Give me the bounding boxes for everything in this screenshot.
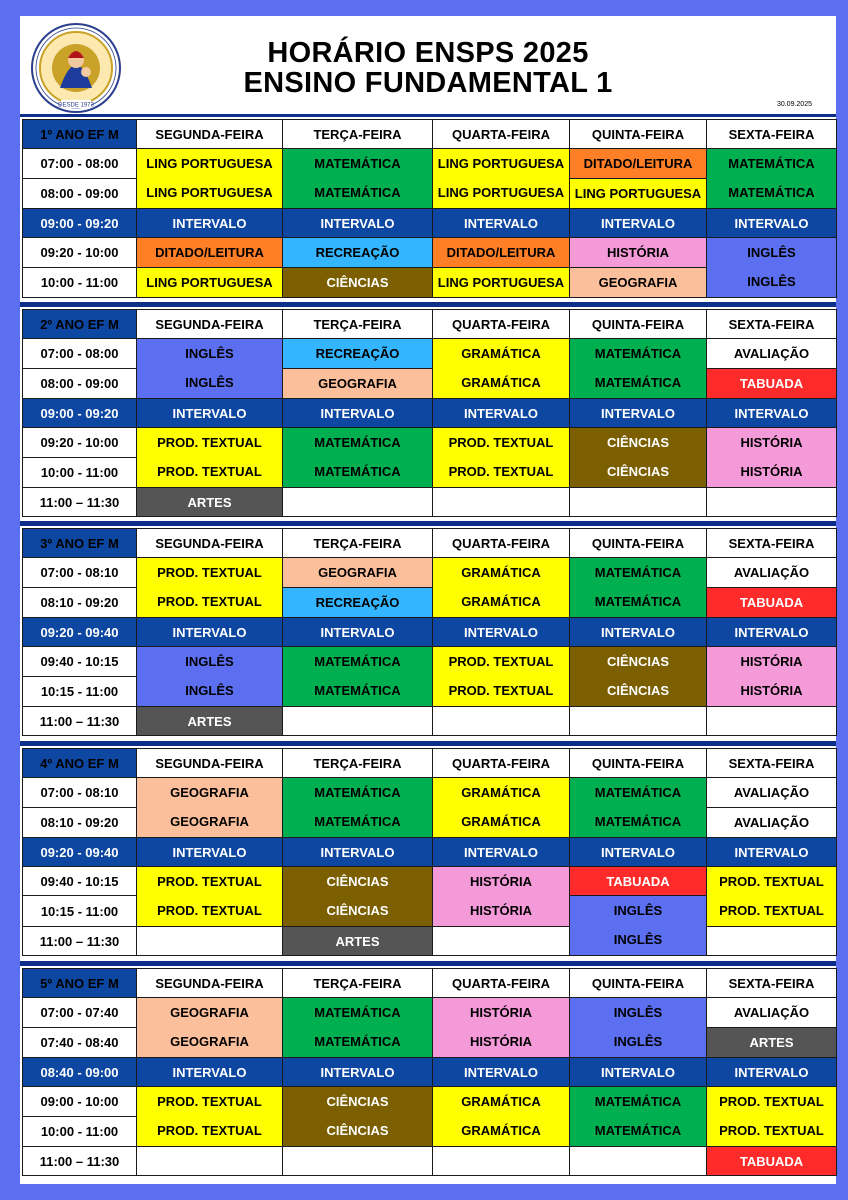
time-slot: 11:00 – 11:30 — [23, 707, 137, 736]
class-label: GEOGRAFIA — [170, 814, 249, 829]
day-header-sexta-feira: SEXTA-FEIRA — [707, 529, 837, 558]
class-cell-intervalo: INTERVALO — [707, 838, 837, 867]
class-label: HISTÓRIA — [740, 654, 803, 669]
day-header-quinta-feira: QUINTA-FEIRA — [570, 749, 707, 778]
class-label: MATEMÁTICA — [314, 185, 401, 200]
class-label: MATEMÁTICA — [314, 435, 401, 450]
class-label: GRAMÁTICA — [461, 375, 541, 390]
day-header-quinta-feira: QUINTA-FEIRA — [570, 120, 707, 149]
empty-cell — [570, 707, 707, 736]
class-label: CIÊNCIAS — [326, 903, 389, 918]
class-cell-matematica — [570, 1087, 707, 1147]
date-label: 30.09.2025 — [776, 101, 812, 108]
class-cell-ingles — [707, 238, 837, 298]
class-cell-intervalo: INTERVALO — [137, 618, 283, 647]
break-row — [23, 618, 837, 647]
time-slot: 07:40 - 08:40 — [23, 1028, 137, 1058]
class-cell-historia — [433, 998, 570, 1058]
class-cell-geografia: GEOGRAFIA — [570, 268, 707, 298]
time-slot: 07:00 - 08:00 — [23, 149, 137, 179]
class-label: GRAMÁTICA — [461, 346, 541, 361]
time-slot: 09:00 - 09:20 — [23, 399, 137, 428]
class-label: CIÊNCIAS — [606, 435, 670, 450]
grade-label: 3º ANO EF M — [23, 529, 137, 558]
class-label: GRAMÁTICA — [461, 1123, 541, 1138]
day-header-quarta-feira: QUARTA-FEIRA — [433, 310, 570, 339]
empty-cell — [283, 1147, 433, 1176]
table-row — [23, 927, 837, 956]
class-label: PROD. TEXTUAL — [157, 594, 262, 609]
empty-cell — [433, 927, 570, 956]
empty-cell — [707, 707, 837, 736]
day-header-terca-feira: TERÇA-FEIRA — [283, 749, 433, 778]
class-cell-ditado-leitura: DITADO/LEITURA — [137, 238, 283, 268]
class-label: GRAMÁTICA — [461, 1094, 541, 1109]
day-header-quarta-feira: QUARTA-FEIRA — [433, 749, 570, 778]
time-slot: 10:00 - 11:00 — [23, 268, 137, 298]
day-header-quinta-feira: QUINTA-FEIRA — [570, 969, 707, 998]
break-row — [23, 209, 837, 238]
time-slot: 08:00 - 09:00 — [23, 179, 137, 209]
class-cell-matematica — [283, 428, 433, 488]
class-cell-ciencias — [570, 428, 707, 488]
time-slot: 08:10 - 09:20 — [23, 588, 137, 618]
class-label: HISTÓRIA — [469, 1005, 533, 1020]
class-cell-intervalo: INTERVALO — [433, 838, 570, 867]
grade-label: 5º ANO EF M — [23, 969, 137, 998]
class-label: INGLÊS — [185, 346, 234, 361]
class-cell-artes: ARTES — [707, 1028, 837, 1058]
class-label: HISTÓRIA — [469, 1034, 533, 1049]
day-header-segunda-feira: SEGUNDA-FEIRA — [137, 310, 283, 339]
day-header-sexta-feira: SEXTA-FEIRA — [707, 969, 837, 998]
class-cell-gramatica — [433, 558, 570, 618]
class-cell-avaliacao: AVALIAÇÃO — [707, 558, 837, 588]
table-row — [23, 558, 837, 588]
schedule-table-4ano — [22, 748, 837, 956]
class-cell-artes: ARTES — [137, 707, 283, 736]
class-label: CIÊNCIAS — [326, 1123, 389, 1138]
class-cell-avaliacao: AVALIAÇÃO — [707, 778, 837, 808]
class-cell-matematica — [707, 149, 837, 209]
class-label: MATEMÁTICA — [314, 464, 401, 479]
day-header-terca-feira: TERÇA-FEIRA — [283, 310, 433, 339]
class-label: PROD. TEXTUAL — [719, 1094, 824, 1109]
time-slot: 10:00 - 11:00 — [23, 1117, 137, 1147]
time-slot: 08:40 - 09:00 — [23, 1058, 137, 1087]
day-header-terca-feira: TERÇA-FEIRA — [283, 529, 433, 558]
class-label: MATEMÁTICA — [314, 683, 401, 698]
class-label: PROD. TEXTUAL — [719, 874, 824, 889]
class-label: CIÊNCIAS — [606, 464, 670, 479]
class-label: PROD. TEXTUAL — [448, 435, 554, 450]
table-row — [23, 778, 837, 808]
class-label: PROD. TEXTUAL — [719, 1123, 824, 1138]
class-cell-historia — [707, 647, 837, 707]
class-label: HISTÓRIA — [740, 683, 803, 698]
class-label: PROD. TEXTUAL — [157, 1094, 262, 1109]
header-row — [23, 749, 837, 778]
table-row — [23, 488, 837, 517]
class-label: MATEMÁTICA — [314, 785, 401, 800]
day-header-sexta-feira: SEXTA-FEIRA — [707, 120, 837, 149]
day-header-quarta-feira: QUARTA-FEIRA — [433, 120, 570, 149]
day-header-segunda-feira: SEGUNDA-FEIRA — [137, 969, 283, 998]
class-cell-matematica — [570, 339, 707, 399]
schedule-page — [20, 16, 836, 1184]
class-cell-historia — [707, 428, 837, 488]
class-cell-prod-textual — [137, 558, 283, 618]
class-cell-geografia: GEOGRAFIA — [283, 369, 433, 399]
header-row — [23, 120, 837, 149]
class-cell-gramatica — [433, 1087, 570, 1147]
table-row — [23, 1147, 837, 1176]
class-cell-tabuada: TABUADA — [570, 867, 707, 896]
class-cell-artes: ARTES — [283, 927, 433, 956]
class-cell-intervalo: INTERVALO — [433, 399, 570, 428]
page-subtitle: ENSINO FUNDAMENTAL 1 — [243, 67, 613, 99]
break-row — [23, 838, 837, 867]
class-label: CIÊNCIAS — [326, 874, 389, 889]
day-header-quarta-feira: QUARTA-FEIRA — [433, 969, 570, 998]
class-cell-intervalo: INTERVALO — [707, 618, 837, 647]
class-label: GEOGRAFIA — [170, 785, 249, 800]
time-slot: 09:00 - 09:20 — [23, 209, 137, 238]
class-cell-prod-textual — [707, 1087, 837, 1147]
schedule-table-2ano — [22, 309, 837, 517]
day-header-quinta-feira: QUINTA-FEIRA — [570, 310, 707, 339]
class-cell-ling-portuguesa: LING PORTUGUESA — [137, 268, 283, 298]
table-row — [23, 647, 837, 677]
class-label: MATEMÁTICA — [594, 1094, 682, 1109]
class-cell-intervalo: INTERVALO — [707, 399, 837, 428]
day-header-terca-feira: TERÇA-FEIRA — [283, 120, 433, 149]
time-slot: 08:00 - 09:00 — [23, 369, 137, 399]
class-cell-prod-textual — [433, 647, 570, 707]
class-cell-intervalo: INTERVALO — [137, 1058, 283, 1087]
class-cell-intervalo: INTERVALO — [137, 209, 283, 238]
day-header-terca-feira: TERÇA-FEIRA — [283, 969, 433, 998]
class-label: PROD. TEXTUAL — [157, 565, 262, 580]
table-row — [23, 149, 837, 179]
class-cell-prod-textual — [137, 1087, 283, 1147]
class-cell-tabuada: TABUADA — [707, 588, 837, 618]
empty-cell — [283, 707, 433, 736]
class-label: GRAMÁTICA — [461, 814, 541, 829]
class-cell-matematica — [283, 647, 433, 707]
class-label: INGLÊS — [185, 654, 234, 669]
time-slot: 10:15 - 11:00 — [23, 677, 137, 707]
time-slot: 07:00 - 08:10 — [23, 778, 137, 808]
class-cell-recreacao: RECREAÇÃO — [283, 339, 433, 369]
class-cell-matematica — [570, 558, 707, 618]
class-cell-intervalo: INTERVALO — [137, 838, 283, 867]
class-cell-matematica — [283, 998, 433, 1058]
class-label: PROD. TEXTUAL — [719, 903, 824, 918]
time-slot: 10:00 - 11:00 — [23, 458, 137, 488]
time-slot: 09:20 - 09:40 — [23, 618, 137, 647]
class-label: HISTÓRIA — [469, 903, 533, 918]
class-label: CIÊNCIAS — [326, 1094, 389, 1109]
class-label: MATEMÁTICA — [594, 594, 682, 609]
class-cell-geografia — [137, 998, 283, 1058]
class-label: PROD. TEXTUAL — [448, 464, 554, 479]
class-label: CIÊNCIAS — [606, 683, 670, 698]
class-label: MATEMÁTICA — [314, 814, 401, 829]
class-cell-ling-portuguesa: LING PORTUGUESA — [570, 179, 707, 209]
class-cell-gramatica — [433, 339, 570, 399]
empty-cell — [570, 488, 707, 517]
day-header-segunda-feira: SEGUNDA-FEIRA — [137, 529, 283, 558]
empty-cell — [283, 488, 433, 517]
class-cell-historia — [433, 867, 570, 927]
break-row — [23, 399, 837, 428]
class-label: INGLÊS — [747, 274, 796, 289]
class-cell-intervalo: INTERVALO — [707, 1058, 837, 1087]
class-label: INGLÊS — [613, 903, 663, 918]
class-cell-ditado-leitura: DITADO/LEITURA — [433, 238, 570, 268]
time-slot: 07:00 - 08:00 — [23, 339, 137, 369]
time-slot: 08:10 - 09:20 — [23, 808, 137, 838]
grade-label: 4º ANO EF M — [23, 749, 137, 778]
class-label: GRAMÁTICA — [461, 565, 541, 580]
empty-cell — [707, 927, 837, 956]
page-title: HORÁRIO ENSPS 2025 — [267, 37, 589, 69]
class-cell-geografia — [137, 778, 283, 838]
empty-cell — [433, 488, 570, 517]
class-cell-historia: HISTÓRIA — [570, 238, 707, 268]
time-slot: 11:00 – 11:30 — [23, 927, 137, 956]
class-label: LING PORTUGUESA — [437, 185, 565, 200]
class-label: MATEMÁTICA — [314, 654, 401, 669]
class-cell-ingles — [137, 339, 283, 399]
class-cell-intervalo: INTERVALO — [283, 618, 433, 647]
day-header-sexta-feira: SEXTA-FEIRA — [707, 310, 837, 339]
time-slot: 07:00 - 08:10 — [23, 558, 137, 588]
class-label: GRAMÁTICA — [461, 785, 541, 800]
header-row — [23, 529, 837, 558]
time-slot: 09:40 - 10:15 — [23, 647, 137, 677]
class-cell-intervalo: INTERVALO — [283, 399, 433, 428]
divider — [20, 302, 836, 307]
class-label: MATEMÁTICA — [314, 1005, 401, 1020]
class-cell-ling-portuguesa — [137, 149, 283, 209]
class-cell-artes: ARTES — [137, 488, 283, 517]
class-label: HISTÓRIA — [469, 874, 533, 889]
class-label: HISTÓRIA — [740, 435, 803, 450]
class-label: PROD. TEXTUAL — [448, 654, 554, 669]
day-header-sexta-feira: SEXTA-FEIRA — [707, 749, 837, 778]
class-label: PROD. TEXTUAL — [157, 874, 262, 889]
class-cell-recreacao: RECREAÇÃO — [283, 588, 433, 618]
class-cell-prod-textual — [137, 867, 283, 927]
class-cell-intervalo: INTERVALO — [707, 209, 837, 238]
day-header-segunda-feira: SEGUNDA-FEIRA — [137, 120, 283, 149]
class-label: INGLÊS — [185, 683, 234, 698]
grade-label: 1º ANO EF M — [23, 120, 137, 149]
grade-label: 2º ANO EF M — [23, 310, 137, 339]
svg-text:DESDE 1973: DESDE 1973 — [58, 102, 94, 109]
class-label: PROD. TEXTUAL — [157, 903, 262, 918]
time-slot: 10:15 - 11:00 — [23, 896, 137, 927]
class-cell-matematica — [570, 778, 707, 838]
class-label: MATEMÁTICA — [594, 785, 682, 800]
class-cell-ingles — [137, 647, 283, 707]
class-label: INGLÊS — [613, 932, 663, 947]
time-slot: 09:20 - 10:00 — [23, 428, 137, 458]
class-label: MATEMÁTICA — [728, 185, 815, 200]
class-cell-intervalo: INTERVALO — [570, 209, 707, 238]
class-cell-tabuada: TABUADA — [707, 1147, 837, 1176]
table-row — [23, 867, 837, 896]
class-label: INGLÊS — [747, 245, 796, 260]
class-cell-ling-portuguesa — [433, 149, 570, 209]
class-cell-ingles — [570, 896, 707, 956]
empty-cell — [570, 1147, 707, 1176]
divider — [20, 114, 836, 117]
class-cell-geografia: GEOGRAFIA — [283, 558, 433, 588]
class-label: CIÊNCIAS — [606, 654, 670, 669]
class-label: MATEMÁTICA — [728, 156, 815, 171]
empty-cell — [433, 1147, 570, 1176]
class-cell-prod-textual — [433, 428, 570, 488]
time-slot: 09:00 - 10:00 — [23, 1087, 137, 1117]
class-label: INGLÊS — [613, 1005, 663, 1020]
class-label: MATEMÁTICA — [314, 1034, 401, 1049]
table-row — [23, 998, 837, 1028]
class-label: MATEMÁTICA — [594, 1123, 682, 1138]
time-slot: 07:00 - 07:40 — [23, 998, 137, 1028]
class-label: LING PORTUGUESA — [146, 185, 273, 200]
empty-cell — [707, 488, 837, 517]
header-row — [23, 310, 837, 339]
divider — [20, 521, 836, 526]
class-cell-ling-portuguesa: LING PORTUGUESA — [433, 268, 570, 298]
header — [20, 16, 836, 114]
time-slot: 09:40 - 10:15 — [23, 867, 137, 896]
class-label: PROD. TEXTUAL — [157, 464, 262, 479]
table-row — [23, 238, 837, 268]
class-cell-intervalo: INTERVALO — [570, 399, 707, 428]
class-label: MATEMÁTICA — [594, 565, 682, 580]
class-label: PROD. TEXTUAL — [448, 683, 554, 698]
empty-cell — [137, 927, 283, 956]
class-cell-intervalo: INTERVALO — [283, 209, 433, 238]
schedule-table-3ano — [22, 528, 837, 736]
class-label: INGLÊS — [613, 1034, 663, 1049]
table-row — [23, 428, 837, 458]
time-slot: 11:00 – 11:30 — [23, 488, 137, 517]
class-label: GRAMÁTICA — [461, 594, 541, 609]
class-label: HISTÓRIA — [740, 464, 803, 479]
class-cell-recreacao: RECREAÇÃO — [283, 238, 433, 268]
class-cell-avaliacao: AVALIAÇÃO — [707, 339, 837, 369]
class-label: PROD. TEXTUAL — [157, 435, 262, 450]
class-label: GEOGRAFIA — [170, 1034, 249, 1049]
table-row — [23, 707, 837, 736]
empty-cell — [137, 1147, 283, 1176]
class-cell-ciencias — [283, 867, 433, 927]
class-label: LING PORTUGUESA — [146, 156, 273, 171]
class-cell-ingles — [570, 998, 707, 1058]
class-cell-prod-textual — [137, 428, 283, 488]
class-cell-ditado-leitura: DITADO/LEITURA — [570, 149, 707, 179]
class-cell-matematica — [283, 149, 433, 209]
time-slot: 09:20 - 10:00 — [23, 238, 137, 268]
class-label: PROD. TEXTUAL — [157, 1123, 262, 1138]
class-label: GEOGRAFIA — [170, 1005, 249, 1020]
table-row — [23, 339, 837, 369]
class-cell-tabuada: TABUADA — [707, 369, 837, 399]
class-cell-intervalo: INTERVALO — [570, 838, 707, 867]
time-slot: 09:20 - 09:40 — [23, 838, 137, 867]
class-label: MATEMÁTICA — [594, 814, 682, 829]
class-cell-ciencias: CIÊNCIAS — [283, 268, 433, 298]
divider — [20, 741, 836, 746]
class-cell-ciencias — [570, 647, 707, 707]
class-label: MATEMÁTICA — [314, 156, 401, 171]
class-cell-prod-textual — [707, 867, 837, 927]
class-cell-avaliacao: AVALIAÇÃO — [707, 808, 837, 838]
header-row — [23, 969, 837, 998]
class-cell-matematica — [283, 778, 433, 838]
divider — [20, 961, 836, 966]
empty-cell — [433, 707, 570, 736]
day-header-segunda-feira: SEGUNDA-FEIRA — [137, 749, 283, 778]
break-row — [23, 1058, 837, 1087]
time-slot: 11:00 – 11:30 — [23, 1147, 137, 1176]
class-cell-intervalo: INTERVALO — [433, 618, 570, 647]
class-cell-ciencias — [283, 1087, 433, 1147]
class-cell-intervalo: INTERVALO — [137, 399, 283, 428]
class-label: INGLÊS — [185, 375, 234, 390]
schedule-table-5ano — [22, 968, 837, 1176]
class-cell-avaliacao: AVALIAÇÃO — [707, 998, 837, 1028]
class-cell-intervalo: INTERVALO — [283, 838, 433, 867]
class-label: LING PORTUGUESA — [437, 156, 565, 171]
day-header-quarta-feira: QUARTA-FEIRA — [433, 529, 570, 558]
class-cell-intervalo: INTERVALO — [570, 1058, 707, 1087]
class-cell-intervalo: INTERVALO — [570, 618, 707, 647]
day-header-quinta-feira: QUINTA-FEIRA — [570, 529, 707, 558]
table-row — [23, 1087, 837, 1117]
class-label: MATEMÁTICA — [594, 375, 682, 390]
schedule-table-1ano — [22, 119, 837, 298]
class-label: MATEMÁTICA — [594, 346, 682, 361]
class-cell-intervalo: INTERVALO — [433, 1058, 570, 1087]
class-cell-intervalo: INTERVALO — [433, 209, 570, 238]
class-cell-gramatica — [433, 778, 570, 838]
class-cell-intervalo: INTERVALO — [283, 1058, 433, 1087]
